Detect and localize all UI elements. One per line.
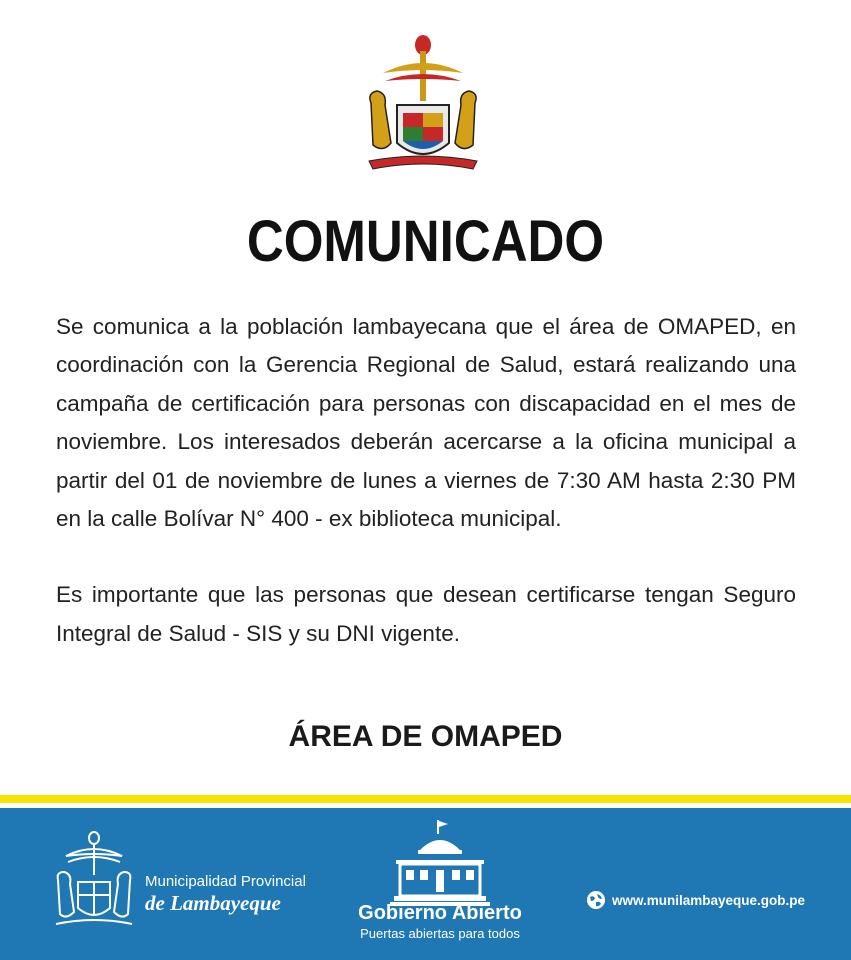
municipality-crest-icon [52, 830, 136, 930]
website-link[interactable] [586, 890, 805, 910]
notice-paragraph-2: Es importante que las personas que desean certificarse tengan Seguro Integral de Salud - SIS y su DNI vigente. [56, 582, 796, 646]
notice-paragraph-1: Se comunica a la población lambayecana que el área de OMAPED, en coordinación con la Gerencia Regional de Salud, estará realizando una campaña de certificación para personas con discapacidad en el mes de noviembre. Los interesados deberán acercarse a la oficina municipal a partir del 01 de noviembre de lunes a viernes de 7:30 AM hasta 2:30 PM en la calle Bolívar N° 400 - ex biblioteca municipal. [56, 314, 796, 532]
municipality-line-1: Municipalidad Provincial [145, 873, 306, 890]
globe-icon [586, 890, 606, 910]
municipality-line-2: de Lambayeque [145, 891, 281, 915]
footer-banner [0, 808, 851, 960]
yellow-divider [0, 795, 851, 803]
website-url[interactable]: www.munilambayeque.gob.pe [612, 892, 806, 908]
notice-body [56, 308, 796, 653]
municipality-name [145, 873, 306, 916]
program-title: Gobierno Abierto [358, 902, 522, 924]
government-building-icon [390, 820, 490, 908]
coat-of-arms-icon [363, 33, 483, 173]
notice-signature: ÁREA DE OMAPED [288, 720, 563, 753]
program-subtitle: Puertas abiertas para todos [360, 926, 520, 941]
notice-title: COMUNICADO [246, 209, 605, 274]
